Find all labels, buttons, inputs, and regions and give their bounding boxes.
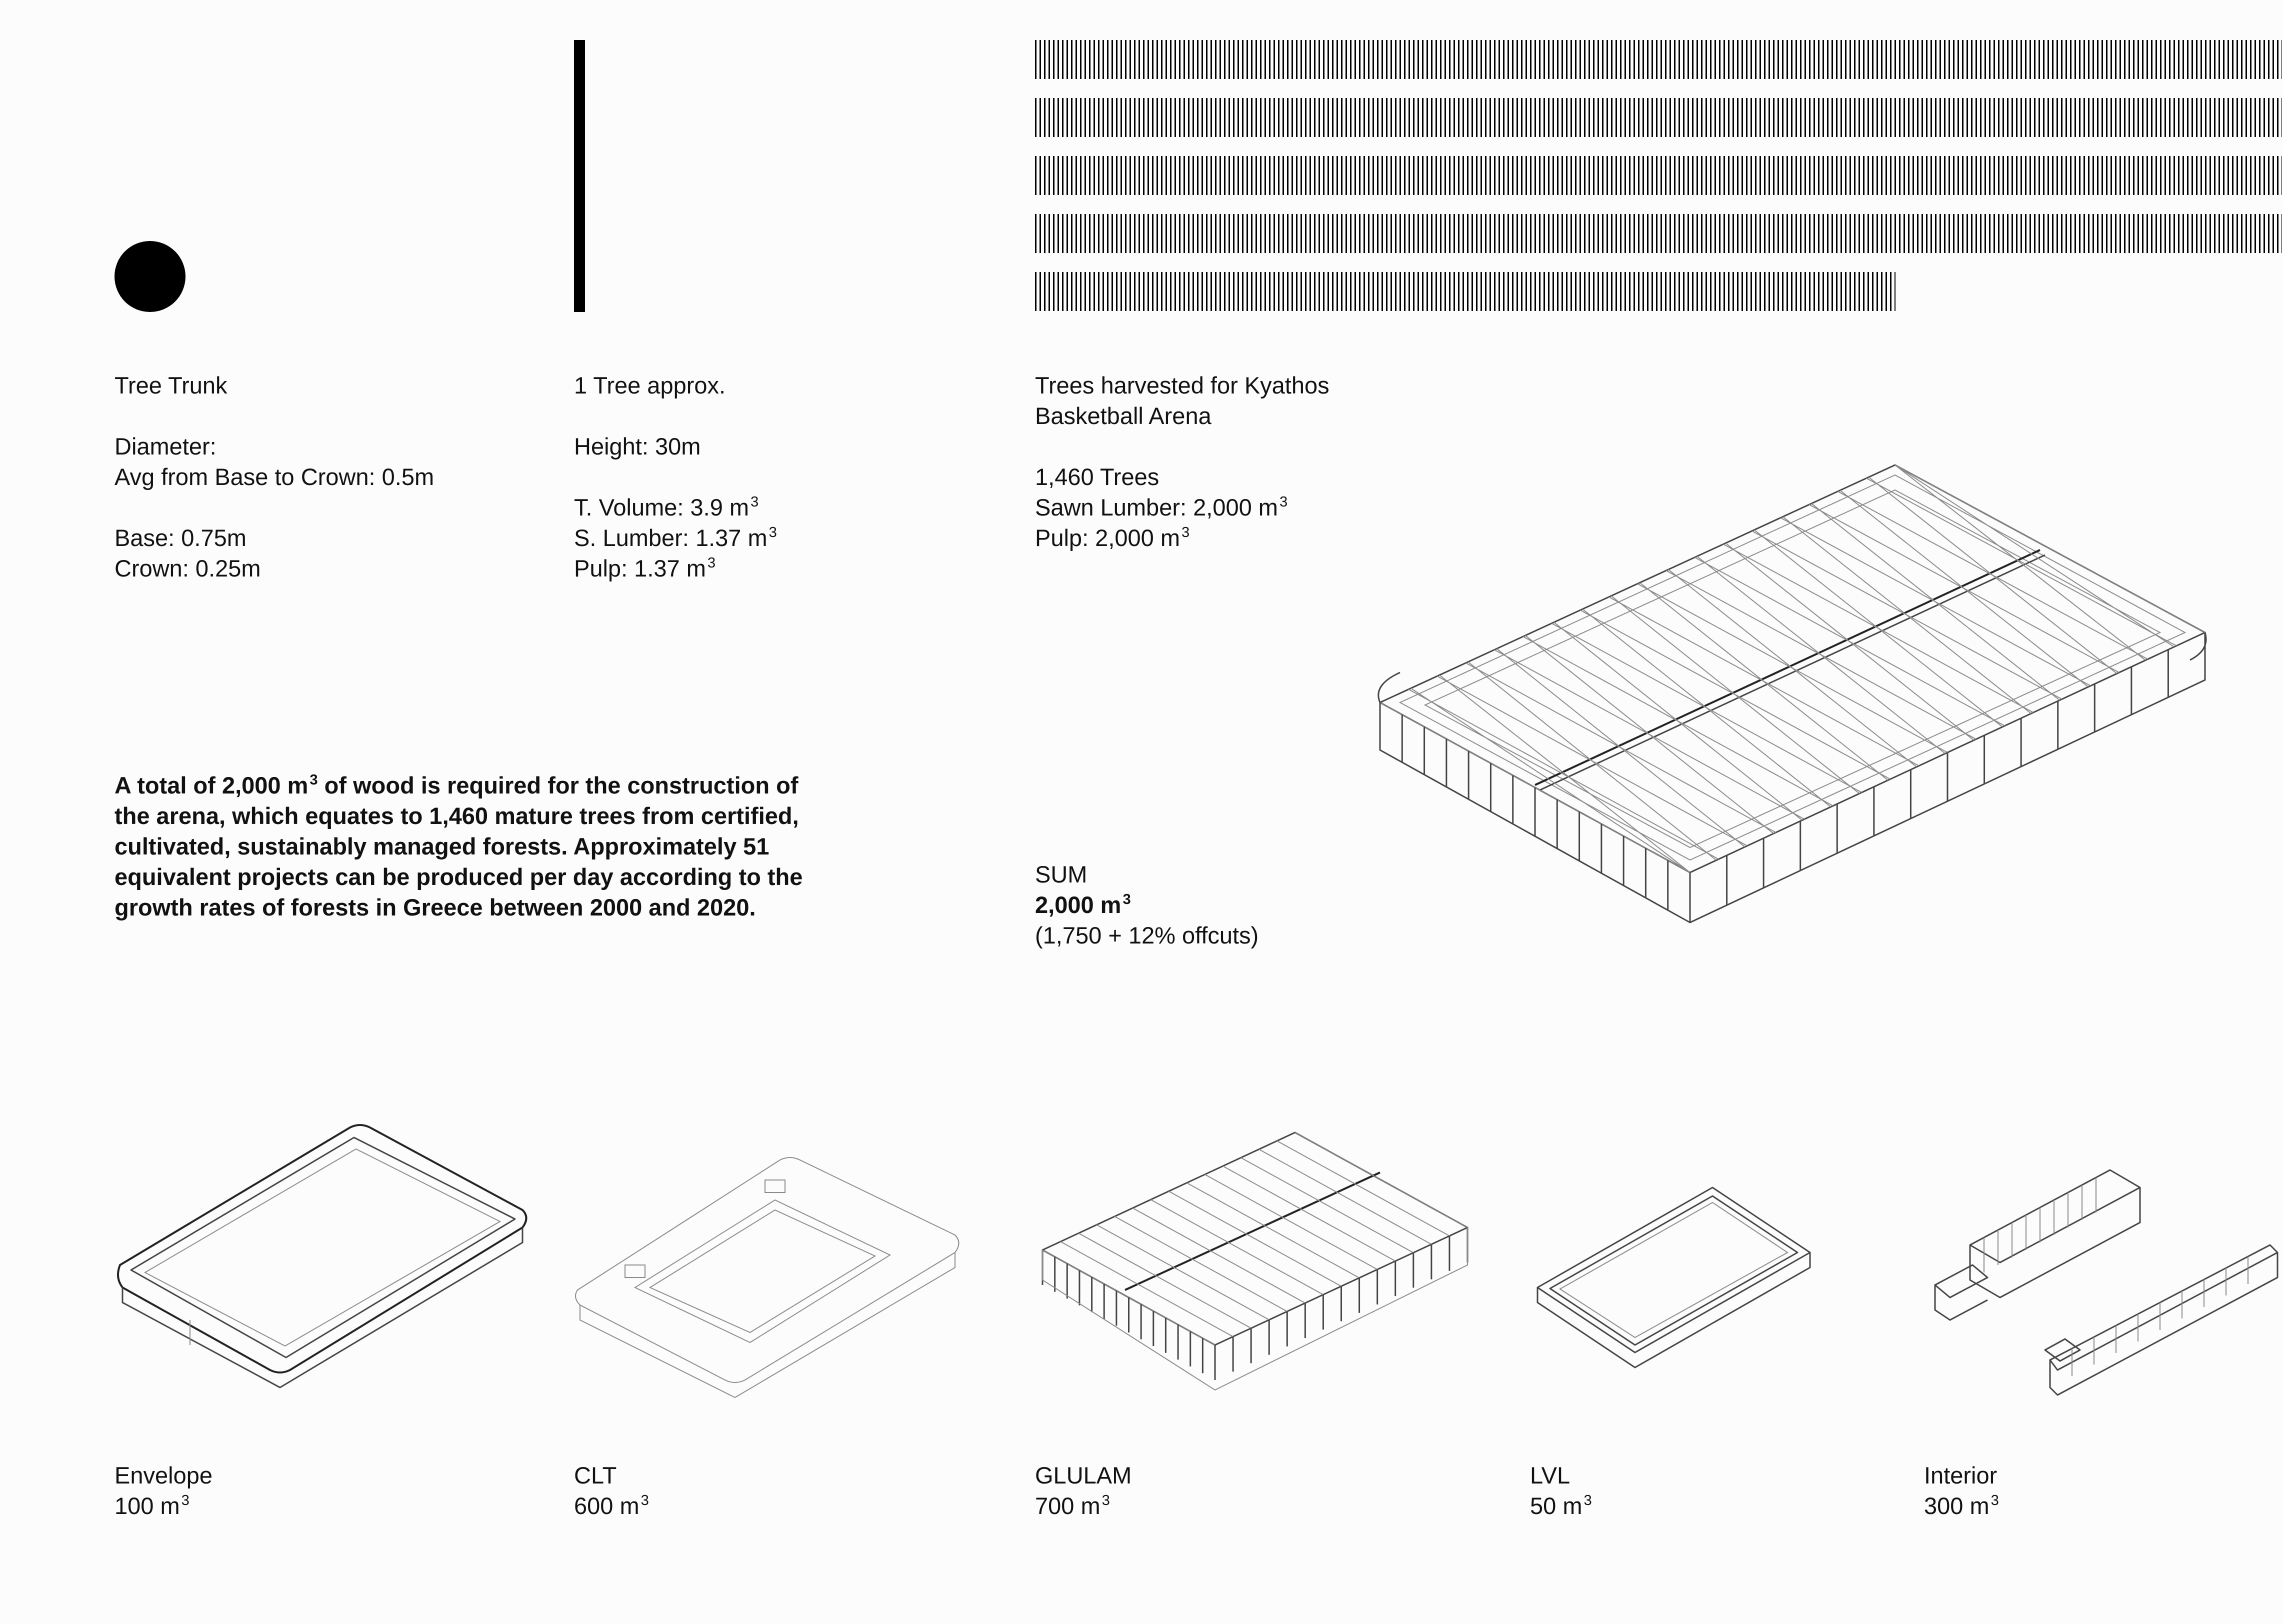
trunk-title: Tree Trunk bbox=[114, 372, 228, 398]
harvest-trees: 1,460 Trees bbox=[1035, 464, 1160, 490]
harvest-title-1: Trees harvested for Kyathos bbox=[1035, 372, 1330, 398]
component-interior bbox=[1924, 1460, 1999, 1521]
component-volume: 100 m $^3$ bbox=[114, 1492, 190, 1519]
sum-value: 2,000 m $^3$ bbox=[1035, 891, 1131, 918]
component-volume: 300 m $^3$ bbox=[1924, 1492, 1999, 1519]
component-name: LVL bbox=[1530, 1462, 1570, 1488]
harvest-lumber: Sawn Lumber: 2,000 m $^3$ bbox=[1035, 494, 1288, 520]
trunk-diameter-avg: Avg from Base to Crown: 0.5m bbox=[114, 464, 434, 490]
component-name: Envelope bbox=[114, 1462, 212, 1488]
tree-height: Height: 30m bbox=[574, 433, 701, 460]
component-volume: 50 m $^3$ bbox=[1530, 1492, 1592, 1519]
tree-lumber: S. Lumber: 1.37 m $^3$ bbox=[574, 524, 777, 551]
component-volume: 600 m $^3$ bbox=[574, 1492, 649, 1519]
component-envelope bbox=[114, 1460, 212, 1521]
component-name: Interior bbox=[1924, 1462, 1998, 1488]
tree-title: 1 Tree approx. bbox=[574, 372, 726, 398]
component-glulam bbox=[1035, 1460, 1132, 1521]
tree-volume: T. Volume: 3.9 m $^3$ bbox=[574, 494, 759, 520]
harvest-pulp: Pulp: 2,000 m $^3$ bbox=[1035, 524, 1190, 551]
component-name: GLULAM bbox=[1035, 1462, 1132, 1488]
component-volume: 700 m $^3$ bbox=[1035, 1492, 1110, 1519]
tree-pulp: Pulp: 1.37 m $^3$ bbox=[574, 554, 716, 582]
trunk-base: Base: 0.75m bbox=[114, 524, 246, 551]
component-lvl bbox=[1530, 1460, 1592, 1521]
trunk-diameter-label: Diameter: bbox=[114, 433, 216, 460]
sum-note: (1,750 + 12% offcuts) bbox=[1035, 922, 1259, 948]
component-name: CLT bbox=[574, 1462, 617, 1488]
summary-paragraph: A total of 2,000 m $^3$ of wood is required for the construction of the arena, which equates to 1,460 mature trees from certified, cultivated, sustainably managed forests. Approximately 51 equivalent projects can be produced per day according to the growth rates of forests in Greece between 2000 and 2020. bbox=[114, 772, 803, 920]
sum-label: SUM bbox=[1035, 861, 1088, 888]
component-clt bbox=[574, 1460, 649, 1521]
trunk-crown: Crown: 0.25m bbox=[114, 555, 261, 582]
harvest-title-2: Basketball Arena bbox=[1035, 402, 1212, 429]
